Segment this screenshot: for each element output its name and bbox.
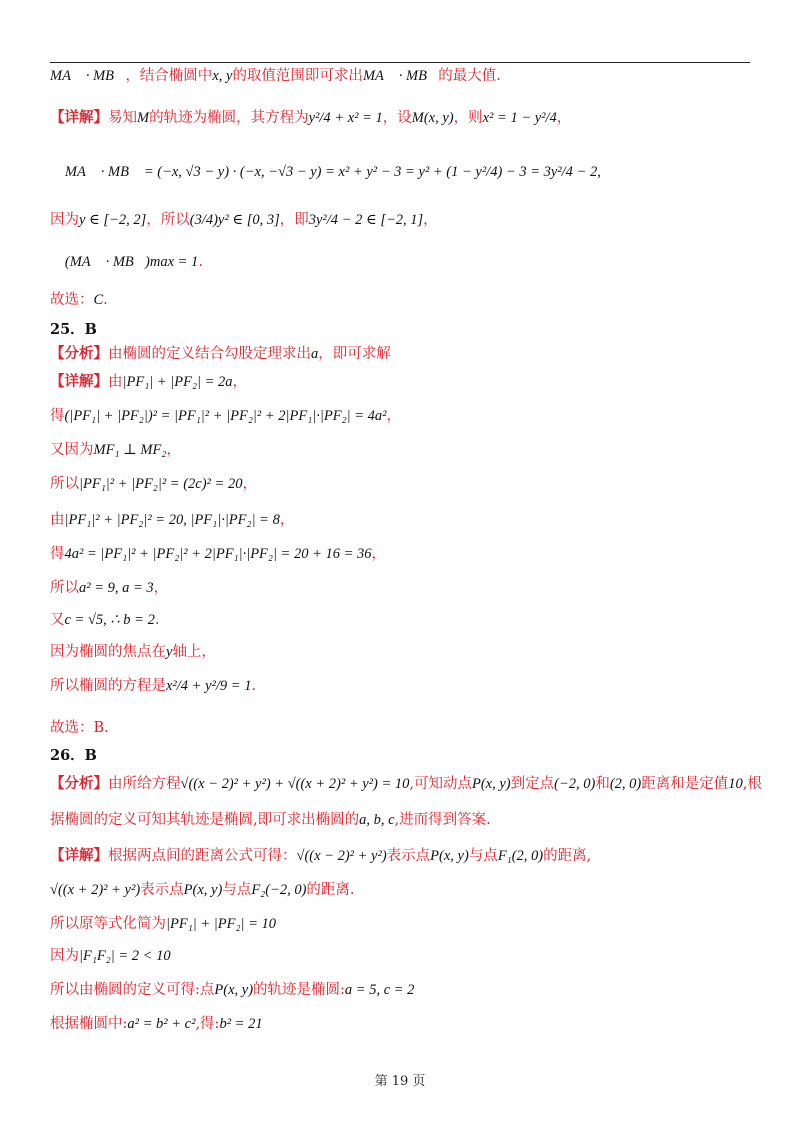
text-segment: ， [153,580,169,596]
math-expression: MA⃗ · MB⃗ [50,68,126,84]
text-line [50,980,414,1000]
text-segment: 因为 [50,212,79,228]
text-segment: 所以椭圆的方程是 [50,678,166,694]
text-segment: 距离和是定值 [641,776,729,792]
text-segment: ， [371,546,387,562]
text-segment: ,根 [742,776,762,792]
math-expression: MF₁ ⊥ MF₂ [93,442,167,458]
text-segment: 所以 [50,476,79,492]
math-expression: M(x, y) [411,110,454,126]
math-expression: (−2, 0) [554,776,596,792]
math-expression: |F₁F₂| = 2 < 10 [79,948,171,964]
math-expression: |PF₁| + |PF₂| = 2a [122,374,233,390]
text-line [50,510,294,530]
text-segment: 与点 [468,848,498,864]
text-line [50,290,108,310]
text-segment: . [103,292,108,308]
text-segment: ， [423,212,438,228]
text-segment: ,得: [195,1016,220,1032]
text-line [50,1014,263,1034]
text-line [50,946,171,966]
math-expression: ∴ (MA⃗ · MB⃗)max = 1 [50,254,199,270]
text-segment: 所以原等式化简为 [50,916,166,932]
text-line [50,610,159,630]
text-segment: ， [279,512,295,528]
section-label: 【分析】 [50,775,108,792]
text-line [50,746,97,766]
section-label: 【详解】 [50,109,108,126]
text-segment: 的距离, [543,848,592,864]
text-line [50,252,203,272]
text-segment: 由椭圆的定义结合勾股定理求出 [108,346,311,362]
math-expression: 10 [728,776,743,792]
text-segment: 的取值范围即可求出 [232,68,363,84]
math-expression: |PF₁|² + |PF₂|² = 20, |PF₁|·|PF₂| = 8 [64,512,280,528]
text-segment: . [198,254,203,270]
math-expression: C [93,292,104,308]
text-segment: ,可知动点 [409,776,472,792]
text-segment: 故选：B. [50,720,109,736]
problem-number: 25．B [50,321,97,338]
math-expression: b² = 21 [219,1016,263,1032]
text-segment: 由所给方程 [108,776,181,792]
math-expression: |PF₁| + |PF₂| = 10 [166,916,277,932]
problem-number: 26．B [50,747,97,764]
text-line [50,108,571,128]
math-expression: c = √5, ∴ b = 2 [64,612,155,628]
text-line [50,162,601,182]
math-expression: MA⃗ · MB⃗ [362,68,439,84]
math-expression: P(x, y) [430,848,469,864]
text-segment: 由 [50,512,65,528]
text-segment: . [154,612,160,628]
text-segment: 表示点 [140,882,184,898]
text-segment: 所以由椭圆的定义可得:点 [50,982,215,998]
page-footer: 第 19 页 [374,1074,426,1089]
text-line [50,718,109,738]
text-segment: 到定点 [510,776,555,792]
math-expression: √((x − 2)² + y²) [296,848,387,864]
text-segment: 和 [595,776,610,792]
math-expression: a = 5, c = 2 [344,982,415,998]
text-segment: ， [242,476,257,492]
text-line [50,914,276,934]
math-expression: x² = 1 − y²/4 [482,110,557,126]
top-rule [50,62,750,63]
math-expression: x²/4 + y²/9 = 1 [166,678,252,694]
text-segment: ，所以 [146,212,190,228]
text-line [50,440,181,460]
text-segment: 由 [108,374,123,390]
math-expression: y ∈ [−2, 2] [79,212,147,228]
text-segment: 与点 [222,882,252,898]
text-segment: 易知 [108,110,137,126]
math-expression: a² = 9, a = 3 [79,580,154,596]
text-segment: 得 [50,408,65,424]
math-expression: F₂(−2, 0) [251,882,307,898]
text-line [50,544,386,564]
math-expression: M [137,110,150,126]
math-expression: y²/4 + x² = 1 [308,110,383,126]
math-expression: (2, 0) [609,776,642,792]
text-segment: 得 [50,546,65,562]
math-expression: x, y [212,68,233,84]
text-segment: 又因为 [50,442,94,458]
section-label: 【分析】 [50,345,108,362]
math-expression: P(x, y) [214,982,254,998]
text-segment: 的最大值. [438,68,501,84]
text-segment: 故选： [50,292,94,308]
text-segment: . [251,678,257,694]
text-line [50,372,247,392]
math-expression: √((x − 2)² + y²) + √((x + 2)² + y²) = 10 [180,776,410,792]
text-line [50,880,355,900]
math-expression: y [166,644,173,660]
text-line [50,810,491,830]
math-expression: |PF₁|² + |PF₂|² = (2c)² = 20 [79,476,243,492]
text-line [50,210,438,230]
text-segment: 表示点 [386,848,431,864]
math-expression: (|PF₁| + |PF₂|)² = |PF₁|² + |PF₂|² + 2|PF₁|·|PF₂| = 4a² [64,408,387,424]
text-segment: ，设 [382,110,412,126]
text-line [50,344,391,364]
text-segment: ， [556,110,572,126]
math-expression: P(x, y) [183,882,223,898]
text-line [50,406,401,426]
math-expression: a [311,346,319,362]
math-expression: 4a² = |PF₁|² + |PF₂|² + 2|PF₁|·|PF₂| = 20 + 16 = 36 [64,546,372,562]
text-segment: ， [232,374,248,390]
math-expression: 3y²/4 − 2 ∈ [−2, 1] [308,212,424,228]
text-segment: 所以 [50,580,79,596]
math-expression: P(x, y) [472,776,511,792]
text-segment: ，结合椭圆中 [125,68,213,84]
text-line [50,846,591,866]
text-line [50,320,97,340]
section-label: 【详解】 [50,847,108,864]
text-segment: ， [386,408,401,424]
text-segment: 根据椭圆中: [50,1016,128,1032]
text-segment: ,进而得到答案. [394,812,491,828]
math-expression: √((x + 2)² + y²) [50,882,141,898]
text-segment: 因为 [50,948,79,964]
text-segment: 的距离. [306,882,355,898]
text-segment: 根据两点间的距离公式可得： [108,848,297,864]
text-line [50,642,216,662]
text-segment: ， [166,442,181,458]
text-segment: 又 [50,612,65,628]
text-line [50,578,168,598]
text-segment: ，则 [453,110,483,126]
text-line [50,66,501,86]
text-segment: 据椭圆的定义可知其轨迹是椭圆,即可求出椭圆的 [50,812,360,828]
text-segment: 的轨迹为椭圆，其方程为 [149,110,309,126]
text-segment: ，即可求解 [318,346,391,362]
math-expression: (3/4)y² ∈ [0, 3] [189,212,280,228]
math-expression: ∴ MA⃗ · MB⃗ = (−x, √3 − y) · (−x, −√3 − y) = x² + y² − 3 = y² + (1 − y²/4) − 3 = 3y²/4 − 2, [50,164,601,180]
text-segment: 轴上， [172,644,216,660]
text-line [50,474,257,494]
text-segment: ，即 [279,212,309,228]
text-line [50,676,256,696]
text-segment: 因为椭圆的焦点在 [50,644,166,660]
section-label: 【详解】 [50,373,108,390]
text-segment: 的轨迹是椭圆: [253,982,345,998]
text-line [50,774,762,794]
math-expression: F₁(2, 0) [497,848,544,864]
math-expression: a² = b² + c² [127,1016,196,1032]
math-expression: a, b, c [359,812,395,828]
